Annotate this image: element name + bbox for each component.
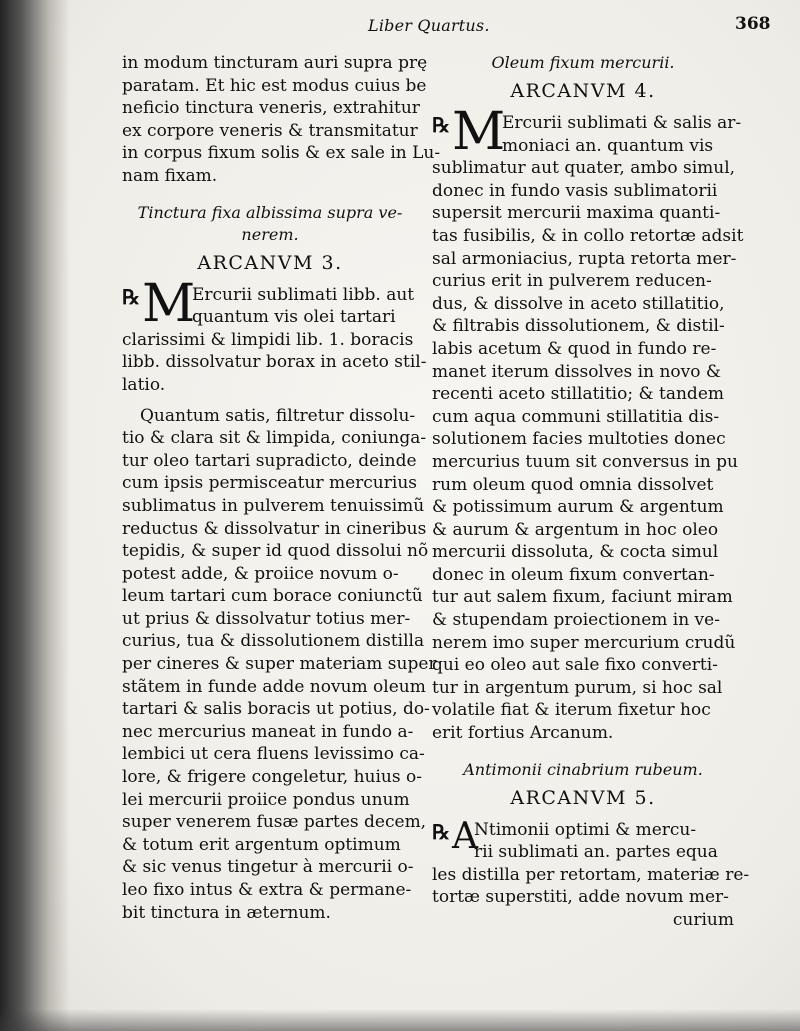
- left-column: [122, 52, 441, 924]
- drop-cap: M: [142, 273, 196, 334]
- text-line: sal armoniacius, rupta retorta mer-: [432, 248, 737, 269]
- text-line: quantum vis olei tartari: [192, 307, 396, 328]
- section-title: Antimonii cinabrium rubeum.: [463, 759, 703, 779]
- text-line: & potissimum aurum & argentum: [432, 497, 724, 518]
- drop-cap: A: [452, 815, 478, 857]
- text-line: cum aqua communi stillatitia dis-: [432, 406, 720, 427]
- text-line: nerem imo super mercurium crudũ: [432, 632, 736, 653]
- text-line: tartari & salis boracis ut potius, do-: [122, 699, 430, 720]
- text-line: & sic venus tingetur à mercurii o-: [122, 857, 414, 878]
- text-line: clarissimi & limpidi lib. 1. boracis: [122, 329, 414, 350]
- text-line: sublimatur aut quater, ambo simul,: [432, 158, 736, 179]
- recipe-opening: [432, 102, 742, 162]
- recipe-symbol-icon: ℞: [432, 819, 450, 844]
- text-line: per cineres & super materiam super: [122, 654, 437, 675]
- text-line: bit tinctura in æternum.: [122, 902, 331, 923]
- text-line: & filtrabis dissolutionem, & distil-: [432, 316, 725, 337]
- text-line: donec in fundo vasis sublimatorii: [432, 180, 718, 201]
- text-line: rii sublimati an. partes equa: [474, 842, 718, 863]
- text-line: ex corpore veneris & transmitatur: [122, 120, 418, 141]
- text-line: Quantum satis, filtretur dissolu-: [140, 405, 416, 426]
- text-line: les distilla per retortam, materiæ re-: [432, 864, 750, 885]
- text-line: moniaci an. quantum vis: [502, 135, 714, 156]
- bottom-shadow: [0, 1009, 800, 1031]
- text-line: in modum tincturam auri supra prę: [122, 53, 428, 73]
- text-line: libb. dissolvatur borax in aceto stil-: [122, 352, 427, 373]
- text-line: neficio tinctura veneris, extrahitur: [122, 98, 420, 119]
- text-line: tas fusibilis, & in collo retortæ adsit: [432, 225, 744, 246]
- text-line: in corpus fixum solis & ex sale in Lu-: [122, 143, 441, 164]
- text-line: sublimatus in pulverem tenuissimũ: [122, 495, 425, 516]
- text-line: lei mercurii proiice pondus unum: [122, 789, 410, 810]
- text-line: ut prius & dissolvatur totius mer-: [122, 608, 411, 629]
- text-line: & totum erit argentum optimum: [122, 834, 401, 855]
- right-column: [432, 52, 750, 932]
- arcanum-heading: ARCANVM 3.: [197, 251, 343, 274]
- text-line: tur in argentum purum, si hoc sal: [432, 677, 723, 698]
- text-line: Ntimonii optimi & mercu-: [474, 819, 697, 840]
- recipe-symbol-icon: ℞: [432, 113, 450, 137]
- text-line: tepidis, & super id quod dissolui nõ: [122, 541, 429, 562]
- text-line: tur oleo tartari supradicto, deinde: [122, 450, 417, 471]
- text-line: tio & clara sit & limpida, coniunga-: [122, 428, 427, 449]
- text-line: reductus & dissolvatur in cineribus: [122, 518, 427, 539]
- text-line: manet iterum dissolves in novo &: [432, 361, 722, 382]
- text-line: latio.: [122, 374, 166, 395]
- drop-cap: M: [452, 102, 506, 162]
- section-title: Oleum fixum mercurii.: [491, 53, 675, 72]
- text-line: nec mercurius maneat in fundo a-: [122, 721, 414, 742]
- section-title-line: nerem.: [241, 224, 299, 244]
- binding-shadow: [0, 0, 70, 1031]
- text-line: potest adde, & proiice novum o-: [122, 563, 399, 584]
- text-line: dus, & dissolve in aceto stillatitio,: [432, 293, 725, 314]
- text-line: & aurum & argentum in hoc oleo: [432, 519, 719, 540]
- arcanum-heading: ARCANVM 5.: [510, 786, 656, 809]
- text-line: recenti aceto stillatitio; & tandem: [432, 384, 724, 405]
- recipe-symbol-icon: ℞: [122, 284, 140, 309]
- text-line: super venerem fusæ partes decem,: [122, 812, 427, 833]
- text-line: tortæ superstiti, adde novum mer-: [432, 887, 729, 908]
- text-line: volatile fiat & iterum fixetur hoc: [432, 700, 711, 721]
- section-title-line: Tinctura fixa albissima supra ve-: [137, 202, 403, 222]
- text-line: & stupendam proiectionem in ve-: [432, 610, 720, 631]
- text-line: donec in oleum fixum convertan-: [432, 564, 715, 585]
- text-line: Ercurii sublimati libb. aut: [192, 284, 415, 305]
- text-line: paratam. Et hic est modus cuius be: [122, 75, 427, 96]
- text-line: erit fortius Arcanum.: [432, 723, 614, 744]
- text-line: leum tartari cum borace coniunctũ: [122, 586, 423, 607]
- section-title: [122, 202, 418, 246]
- page-number: 368: [735, 14, 771, 34]
- text-line: leo fixo intus & extra & permane-: [122, 880, 412, 900]
- text-line: supersit mercurii maxima quanti-: [432, 203, 721, 224]
- recipe-opening: [122, 273, 418, 334]
- text-line: curius erit in pulverem reducen-: [432, 271, 712, 292]
- running-head: Liber Quartus.: [368, 16, 490, 35]
- text-line: stãtem in funde adde novum oleum: [122, 676, 426, 697]
- text-line: labis acetum & quod in fundo re-: [432, 338, 717, 359]
- text-line: nam fixam.: [122, 165, 218, 186]
- text-line: Ercurii sublimati & salis ar-: [502, 113, 742, 133]
- catchword: curium: [672, 910, 734, 930]
- text-line: rum oleum quod omnia dissolvet: [432, 474, 714, 495]
- text-line: tur aut salem fixum, faciunt miram: [432, 587, 733, 608]
- text-line: mercurius tuum sit conversus in pu: [432, 451, 738, 472]
- text-line: lembici ut cera fluens levissimo ca-: [122, 744, 425, 765]
- text-line: mercurii dissoluta, & cocta simul: [432, 542, 719, 563]
- text-line: solutionem facies multoties donec: [432, 429, 726, 450]
- recipe-opening: [432, 815, 734, 864]
- arcanum-heading: ARCANVM 4.: [510, 80, 656, 102]
- text-line: lore, & frigere congeletur, huius o-: [122, 767, 422, 788]
- text-line: qui eo oleo aut sale fixo converti-: [432, 655, 718, 676]
- text-line: cum ipsis permisceatur mercurius: [122, 473, 417, 494]
- text-line: curius, tua & dissolutionem distilla: [122, 631, 425, 652]
